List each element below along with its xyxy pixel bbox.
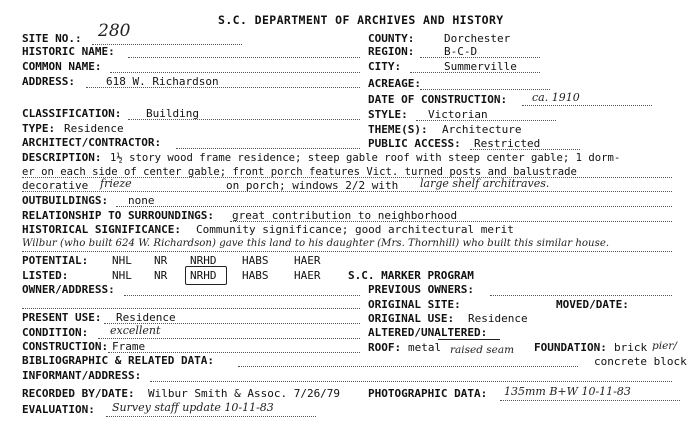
- present-use-label: PRESENT USE:: [22, 311, 102, 324]
- region-value: B-C-D: [444, 45, 478, 58]
- relationship-label: RELATIONSHIP TO SURROUNDINGS:: [22, 209, 215, 222]
- description-line-3a: decorative: [22, 179, 89, 192]
- outbuildings-label: OUTBUILDINGS:: [22, 194, 109, 207]
- classification-value: Building: [146, 107, 199, 120]
- architect-line: [176, 148, 360, 149]
- date-construction-value: ca. 1910: [532, 91, 580, 104]
- significance-note: Wilbur (who built 624 W. Richardson) gave this land to his daughter (Mrs. Thornhill) who built this similar house.: [22, 238, 610, 249]
- classification-line: [128, 119, 360, 120]
- city-label: CITY:: [368, 60, 402, 73]
- listed-nr: NR: [154, 269, 168, 282]
- style-value: Victorian: [428, 108, 488, 121]
- address-line: [86, 87, 360, 88]
- previous-owners-label: PREVIOUS OWNERS:: [368, 283, 474, 296]
- unaltered-underline: [438, 339, 500, 340]
- informant-label: INFORMANT/ADDRESS:: [22, 369, 142, 382]
- significance-note-rule: [22, 251, 672, 252]
- public-access-value: Restricted: [474, 137, 541, 150]
- condition-value: excellent: [110, 324, 161, 337]
- address-value: 618 W. Richardson: [106, 75, 219, 88]
- foundation-handwritten: pier/: [652, 340, 677, 352]
- county-value: Dorchester: [444, 32, 511, 45]
- address-label: ADDRESS:: [22, 75, 75, 88]
- moved-date-label: MOVED/DATE:: [556, 298, 629, 311]
- foundation-label: FOUNDATION:: [534, 341, 607, 354]
- city-value: Summerville: [444, 60, 517, 73]
- description-line-3-rule: [22, 191, 672, 192]
- construction-label: CONSTRUCTION:: [22, 340, 109, 353]
- marker-program-label: S.C. MARKER PROGRAM: [348, 269, 474, 282]
- region-label: REGION:: [368, 45, 415, 58]
- common-name-label: COMMON NAME:: [22, 60, 102, 73]
- classification-label: CLASSIFICATION:: [22, 107, 122, 120]
- original-use-value: Residence: [468, 312, 528, 325]
- potential-nrhd: NRHD: [190, 254, 217, 267]
- construction-value: Frame: [112, 340, 146, 353]
- significance-value: Community significance; good architectural merit: [196, 223, 514, 236]
- construction-line: [108, 352, 360, 353]
- relationship-value: great contribution to neighborhood: [232, 209, 458, 222]
- roof-handwritten: raised seam: [450, 344, 515, 356]
- condition-line: [98, 338, 360, 339]
- description-line-3d: large shelf architraves.: [420, 177, 550, 190]
- evaluation-value: Survey staff update 10-11-83: [112, 401, 274, 414]
- date-construction-line: [522, 105, 652, 106]
- condition-label: CONDITION:: [22, 326, 89, 339]
- listed-label: LISTED:: [22, 269, 69, 282]
- listed-haer: HAER: [294, 269, 321, 282]
- public-access-line: [470, 149, 580, 150]
- style-label: STYLE:: [368, 108, 408, 121]
- outbuildings-value: none: [128, 194, 155, 207]
- type-label: TYPE:: [22, 122, 56, 135]
- region-line: [420, 57, 540, 58]
- potential-nr: NR: [154, 254, 168, 267]
- owner-label: OWNER/ADDRESS:: [22, 283, 115, 296]
- site-no-value: 280: [98, 21, 131, 41]
- architect-label: ARCHITECT/CONTRACTOR:: [22, 136, 162, 149]
- roof-value: metal: [408, 341, 442, 354]
- historic-name-label: HISTORIC NAME:: [22, 45, 115, 58]
- original-use-label: ORIGINAL USE:: [368, 312, 455, 325]
- bibliographic-label: BIBLIOGRAPHIC & RELATED DATA:: [22, 354, 215, 367]
- relationship-line: [230, 221, 672, 222]
- description-label: DESCRIPTION:: [22, 151, 102, 164]
- type-value: Residence: [64, 122, 124, 135]
- potential-label: POTENTIAL:: [22, 254, 89, 267]
- date-construction-label: DATE OF CONSTRUCTION:: [368, 93, 508, 106]
- acreage-line: [420, 89, 550, 90]
- acreage-label: ACREAGE:: [368, 77, 421, 90]
- potential-haer: HAER: [294, 254, 321, 267]
- themes-value: Architecture: [442, 123, 522, 136]
- altered-label: ALTERED/UNALTERED:: [368, 326, 488, 339]
- listed-nhl: NHL: [112, 269, 132, 282]
- foundation-value-2: concrete block: [594, 355, 687, 368]
- evaluation-label: EVALUATION:: [22, 403, 95, 416]
- description-line-2: er on each side of center gable; front porch features Vict. turned posts and balustrade: [22, 166, 577, 178]
- site-no-label: SITE NO.:: [22, 32, 82, 45]
- present-use-value: Residence: [116, 311, 176, 324]
- listed-nrhd-circle: [185, 266, 227, 285]
- informant-line: [150, 381, 672, 382]
- city-line: [410, 72, 540, 73]
- listed-nrhd: NRHD: [190, 269, 217, 282]
- owner-line-2: [22, 308, 360, 309]
- previous-owners-line: [490, 295, 672, 296]
- roof-label: ROOF:: [368, 341, 402, 354]
- county-label: COUNTY:: [368, 32, 415, 45]
- evaluation-line: [106, 416, 316, 417]
- bibliographic-line: [238, 366, 578, 367]
- common-name-line: [110, 72, 360, 73]
- potential-nhl: NHL: [112, 254, 132, 267]
- description-line-1: 1½ story wood frame residence; steep gable roof with steep center gable; 1 dorm-: [110, 152, 621, 164]
- recorded-label: RECORDED BY/DATE:: [22, 387, 135, 400]
- style-line: [416, 120, 556, 121]
- significance-label: HISTORICAL SIGNIFICANCE:: [22, 223, 181, 236]
- photographic-label: PHOTOGRAPHIC DATA:: [368, 387, 488, 400]
- description-line-3c: on porch; windows 2/2 with: [226, 179, 399, 192]
- public-access-label: PUBLIC ACCESS:: [368, 137, 461, 150]
- listed-habs: HABS: [242, 269, 269, 282]
- recorded-value: Wilbur Smith & Assoc. 7/26/79: [148, 387, 341, 400]
- form-title: S.C. DEPARTMENT OF ARCHIVES AND HISTORY: [218, 13, 504, 27]
- photographic-line: [500, 400, 680, 401]
- potential-habs: HABS: [242, 254, 269, 267]
- foundation-value: brick: [614, 341, 648, 354]
- photographic-value: 135mm B+W 10-11-83: [504, 385, 631, 398]
- original-site-label: ORIGINAL SITE:: [368, 298, 461, 311]
- themes-label: THEME(S):: [368, 123, 428, 136]
- outbuildings-line: [116, 206, 672, 207]
- owner-line: [124, 295, 360, 296]
- description-line-3b: frieze: [100, 177, 132, 190]
- historic-name-line: [128, 57, 360, 58]
